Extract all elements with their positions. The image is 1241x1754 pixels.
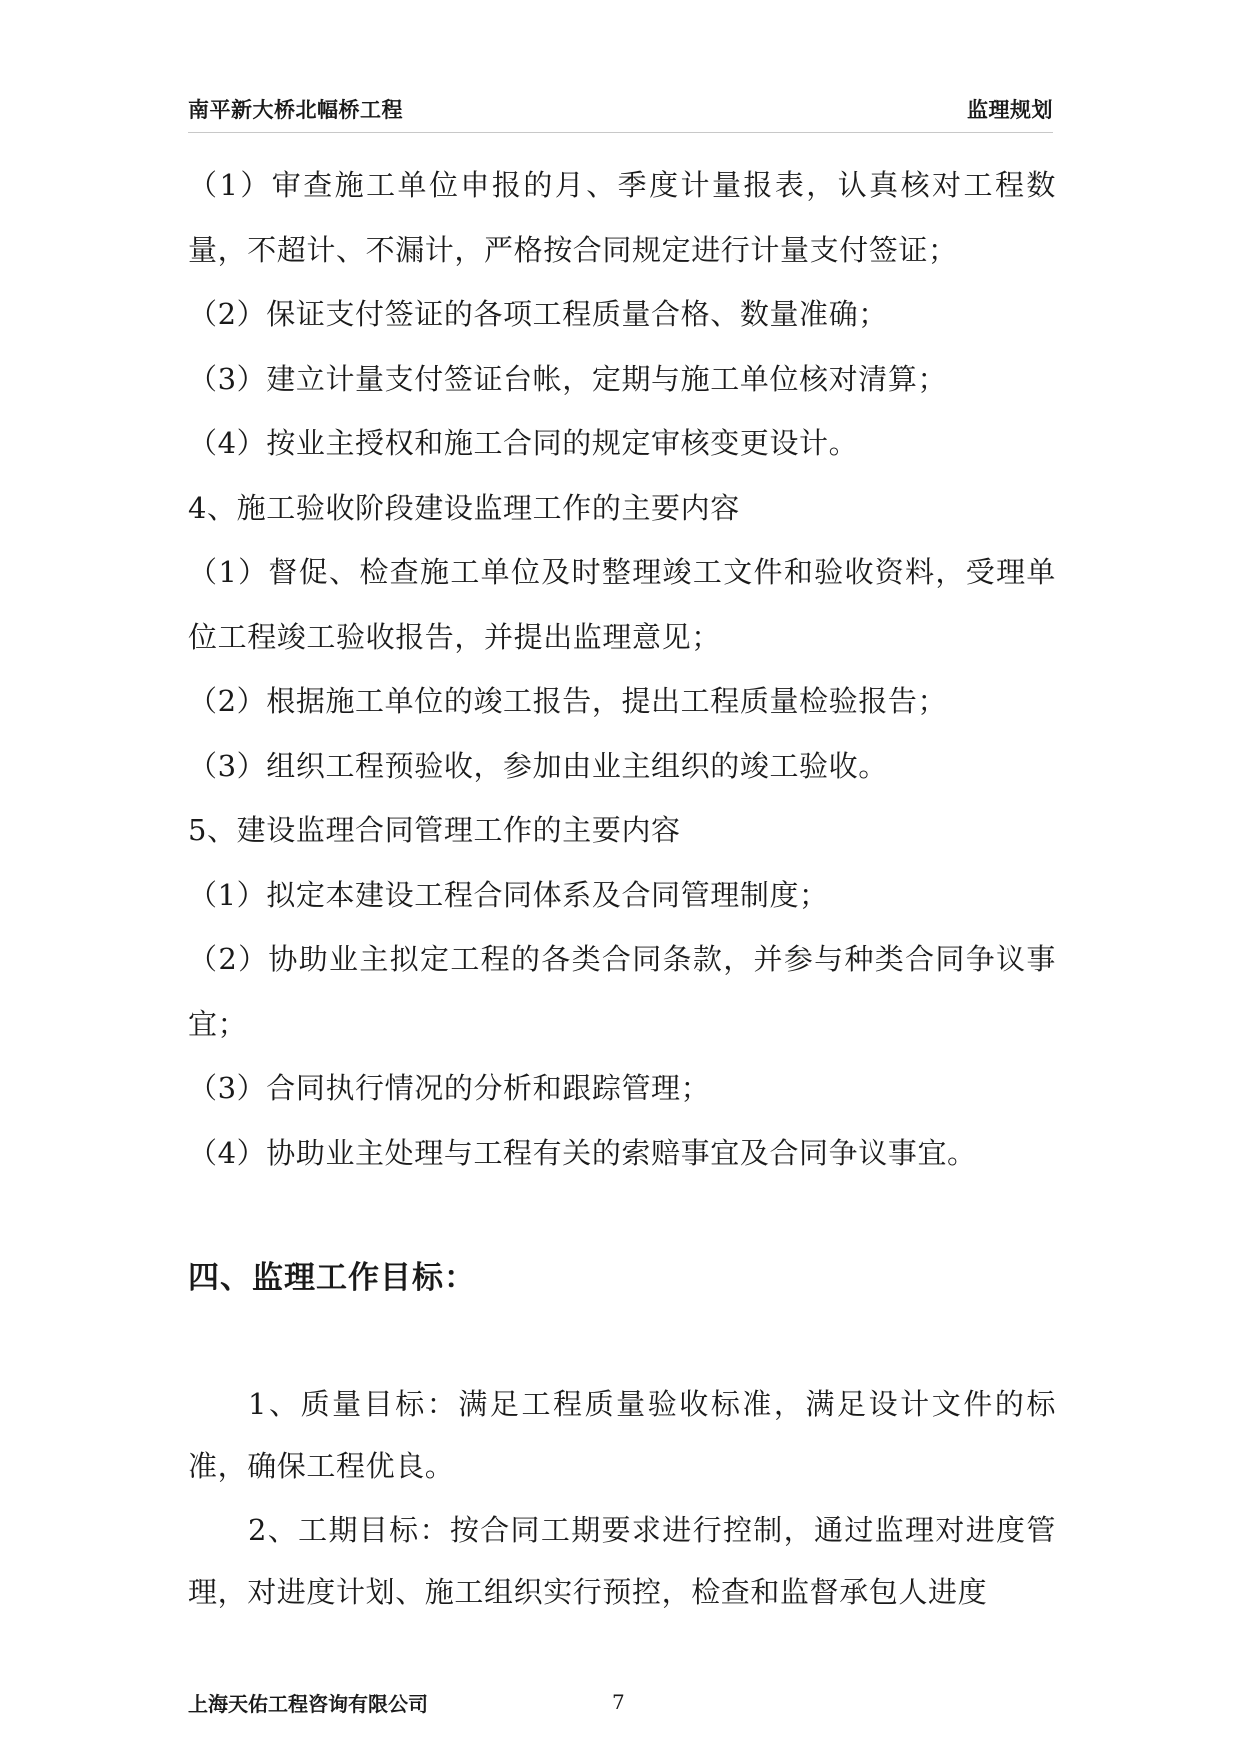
subheading-contract-management: 5、建设监理合同管理工作的主要内容 bbox=[188, 813, 681, 847]
paragraph-payment-review: （1）审查施工单位申报的月、季度计量报表，认真核对工程数量，不超计、不漏计，严格按合同规定进行计量支付签证； bbox=[188, 168, 1056, 267]
section-heading: 四、监理工作目标： bbox=[188, 1260, 476, 1296]
paragraph-design-change: （4）按业主授权和施工合同的规定审核变更设计。 bbox=[188, 426, 859, 460]
paragraph-acceptance-documents: （1）督促、检查施工单位及时整理竣工文件和验收资料，受理单位工程竣工验收报告，并提出监理意见； bbox=[188, 555, 1056, 654]
page-header bbox=[188, 94, 1053, 126]
page-footer bbox=[188, 1688, 1053, 1720]
paragraph-quality-report: （2）根据施工单位的竣工报告，提出工程质量检验报告； bbox=[188, 684, 948, 718]
subheading-acceptance-stage: 4、施工验收阶段建设监理工作的主要内容 bbox=[188, 490, 740, 525]
goal-schedule: 2、工期目标：按合同工期要求进行控制，通过监理对进度管理，对进度计划、施工组织实行预控，检查和监督承包人进度 bbox=[188, 1513, 1056, 1609]
goal-quality: 1、质量目标：满足工程质量验收标准，满足设计文件的标准，确保工程优良。 bbox=[188, 1387, 1056, 1483]
document-type: 监理规划 bbox=[967, 98, 1053, 122]
paragraph-payment-ledger: （3）建立计量支付签证台帐，定期与施工单位核对清算； bbox=[188, 361, 948, 396]
goals-text bbox=[188, 1373, 1056, 1623]
header-divider bbox=[188, 132, 1053, 133]
paragraph-claims: （4）协助业主处理与工程有关的索赔事宜及合同争议事宜。 bbox=[188, 1135, 977, 1170]
page-number: 7 bbox=[612, 1690, 625, 1714]
company-name: 上海天佑工程咨询有限公司 bbox=[188, 1692, 428, 1716]
project-title: 南平新大桥北幅桥工程 bbox=[188, 98, 403, 122]
paragraph-contract-terms: （2）协助业主拟定工程的各类合同条款，并参与种类合同争议事宜； bbox=[188, 942, 1056, 1041]
body-text bbox=[188, 153, 1056, 1185]
paragraph-payment-quality: （2）保证支付签证的各项工程质量合格、数量准确； bbox=[188, 297, 888, 331]
paragraph-pre-acceptance: （3）组织工程预验收，参加由业主组织的竣工验收。 bbox=[188, 748, 888, 783]
paragraph-contract-system: （1）拟定本建设工程合同体系及合同管理制度； bbox=[188, 877, 829, 912]
paragraph-contract-tracking: （3）合同执行情况的分析和跟踪管理； bbox=[188, 1071, 711, 1105]
